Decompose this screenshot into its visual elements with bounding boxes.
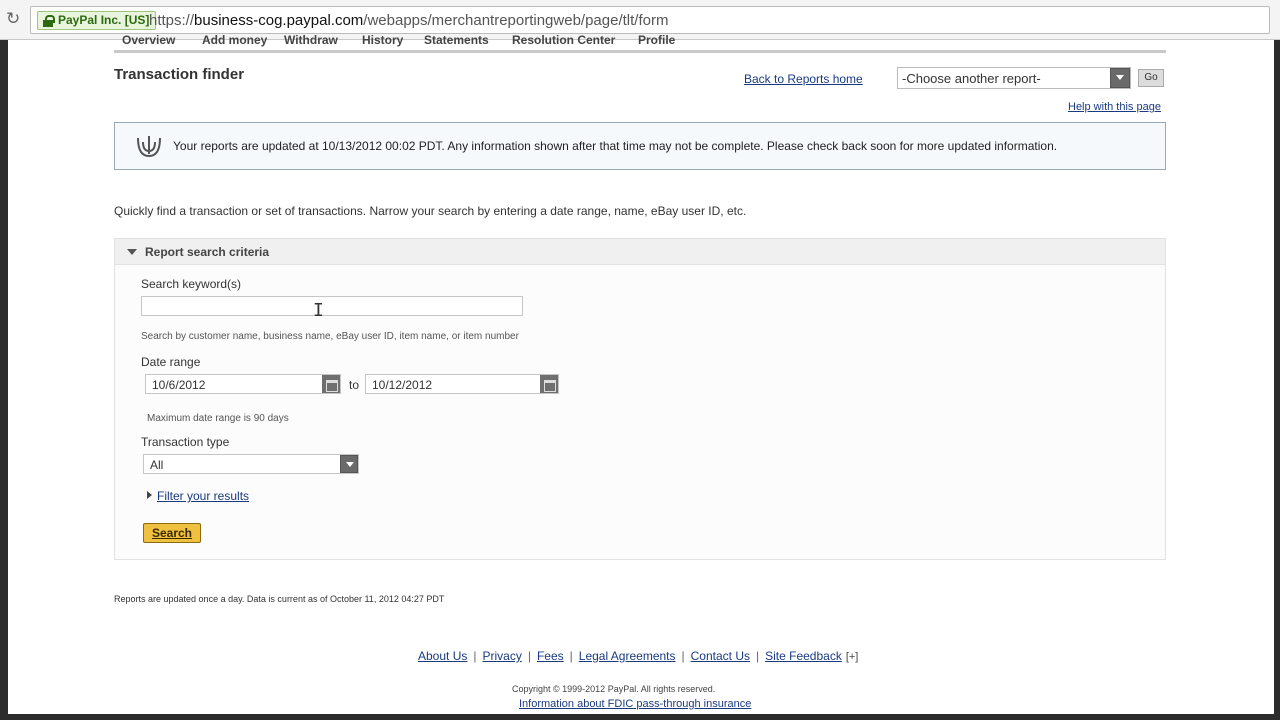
- footer-link-legal-agreements[interactable]: Legal Agreements: [578, 649, 676, 663]
- reload-icon[interactable]: ↻: [6, 9, 21, 29]
- info-icon: [135, 134, 163, 160]
- top-navigation: [114, 33, 1166, 53]
- date-range-label: Date range: [141, 355, 201, 369]
- page-title: Transaction finder: [114, 66, 245, 83]
- intro-text: Quickly find a transaction or set of transactions. Narrow your search by entering a date range, name, eBay user ID, etc.: [114, 204, 747, 218]
- footer-link-contact-us[interactable]: Contact Us: [690, 649, 750, 663]
- footer-link-site-feedback[interactable]: Site Feedback: [765, 649, 842, 663]
- lock-icon: [43, 15, 53, 26]
- window-frame-left: [0, 0, 8, 720]
- date-to-value: 10/12/2012: [372, 378, 433, 392]
- url-prefix: https://: [149, 12, 195, 29]
- text-cursor-icon: I: [313, 300, 324, 321]
- panel-header[interactable]: [115, 239, 1165, 265]
- keywords-input[interactable]: [141, 296, 523, 316]
- nav-item-statements[interactable]: Statements: [424, 33, 489, 47]
- chevron-down-icon[interactable]: [1110, 68, 1130, 88]
- expand-arrow-icon: [147, 491, 152, 499]
- date-hint: Maximum date range is 90 days: [147, 413, 289, 424]
- panel-title: Report search criteria: [145, 245, 270, 259]
- notice-text: Your reports are updated at 10/13/2012 00:02 PDT. Any information shown after that time may not be complete. Please check back soon for more updated information.: [173, 139, 1058, 153]
- go-button[interactable]: Go: [1138, 69, 1164, 87]
- fdic-info-link[interactable]: Information about FDIC pass-through insurance: [519, 698, 752, 710]
- calendar-icon[interactable]: [322, 375, 340, 393]
- transaction-type-label: Transaction type: [141, 435, 230, 449]
- feedback-icon[interactable]: [+]: [845, 651, 859, 663]
- nav-item-withdraw[interactable]: Withdraw: [284, 33, 338, 47]
- nav-item-add-money[interactable]: Add money: [202, 33, 268, 47]
- date-from-input[interactable]: [145, 374, 341, 394]
- window-frame-bottom: [0, 714, 1280, 720]
- footer-links: About Us | Privacy | Fees | Legal Agreements | Contact Us | Site Feedback [+]: [418, 649, 859, 663]
- back-to-reports-link[interactable]: Back to Reports home: [744, 72, 863, 86]
- url-path: /webapps/merchantreportingweb/page/tlt/form: [363, 12, 669, 29]
- nav-item-profile[interactable]: Profile: [638, 33, 676, 47]
- keywords-label: Search keyword(s): [141, 277, 242, 291]
- report-select-value: -Choose another report-: [902, 71, 1041, 86]
- update-footnote: Reports are updated once a day. Data is current as of October 11, 2012 04:27 PDT: [114, 594, 445, 604]
- search-button[interactable]: Search: [143, 523, 201, 543]
- window-frame-right: [1274, 0, 1280, 720]
- date-to-input[interactable]: [365, 374, 559, 394]
- search-criteria-panel: [114, 238, 1166, 560]
- footer-link-fees[interactable]: Fees: [536, 649, 564, 663]
- copyright-text: Copyright © 1999-2012 PayPal. All rights reserved.: [512, 684, 716, 694]
- collapse-arrow-icon[interactable]: [127, 249, 137, 255]
- url-domain: business-cog.paypal.com: [194, 12, 364, 29]
- filter-results-toggle[interactable]: [147, 489, 249, 503]
- nav-item-overview[interactable]: Overview: [122, 33, 176, 47]
- help-link[interactable]: Help with this page: [1068, 101, 1161, 113]
- filter-results-link[interactable]: Filter your results: [157, 489, 250, 503]
- date-from-value: 10/6/2012: [152, 378, 206, 392]
- footer-link-privacy[interactable]: Privacy: [482, 649, 522, 663]
- date-to-label: to: [349, 378, 360, 392]
- calendar-icon[interactable]: [540, 375, 558, 393]
- report-select[interactable]: [897, 67, 1131, 89]
- keywords-hint: Search by customer name, business name, eBay user ID, item name, or item number: [141, 331, 519, 342]
- url-text[interactable]: [149, 11, 668, 30]
- chevron-down-icon[interactable]: [340, 455, 358, 473]
- nav-item-resolution-center[interactable]: Resolution Center: [512, 33, 616, 47]
- footer-link-about-us[interactable]: About Us: [418, 649, 468, 663]
- ev-certificate-badge[interactable]: [37, 11, 156, 30]
- transaction-type-value: All: [150, 458, 164, 472]
- url-field[interactable]: [30, 6, 1270, 34]
- transaction-type-select[interactable]: [143, 454, 359, 474]
- update-notice: [114, 122, 1166, 170]
- ev-label: PayPal Inc. [US]: [58, 13, 150, 27]
- nav-item-history[interactable]: History: [362, 33, 404, 47]
